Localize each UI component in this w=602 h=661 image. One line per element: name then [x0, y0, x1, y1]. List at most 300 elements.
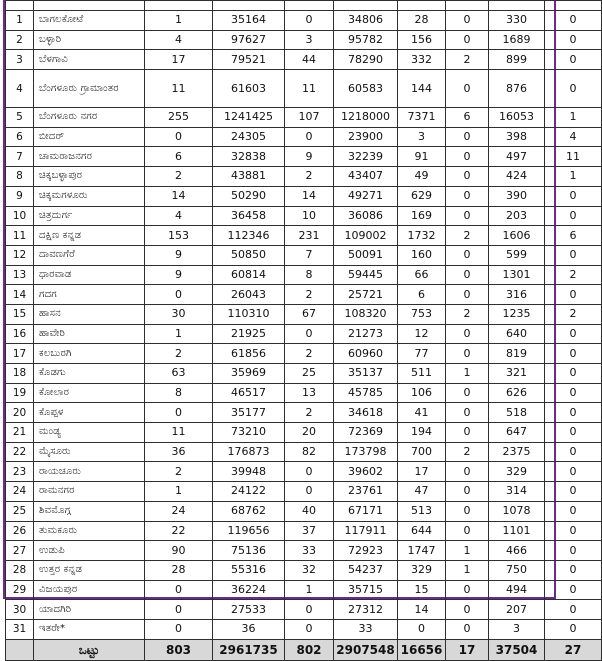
count-cell-c3: 33	[285, 541, 334, 561]
count-cell-c4: 59445	[334, 265, 398, 285]
table-row	[6, 108, 602, 128]
total-c3: 802	[285, 639, 334, 660]
count-cell-c5: 14	[398, 600, 446, 620]
count-cell-c6: 1	[446, 560, 489, 580]
header-cell	[446, 1, 489, 11]
count-cell-c4: 173798	[334, 442, 398, 462]
district-name-cell: ದಕ್ಷಿಣ ಕನ್ನಡ	[34, 226, 145, 246]
count-cell-c4: 60583	[334, 70, 398, 108]
count-cell-c3: 0	[285, 127, 334, 147]
count-cell-c8: 0	[545, 206, 602, 226]
count-cell-c7: 314	[489, 482, 545, 502]
count-cell-c5: 0	[398, 619, 446, 639]
count-cell-c1: 36	[145, 442, 213, 462]
count-cell-c5: 1732	[398, 226, 446, 246]
district-name-cell: ಚಿಕ್ಕಬಳ್ಳಾಪುರ	[34, 167, 145, 187]
count-cell-c8: 6	[545, 226, 602, 246]
count-cell-c8: 0	[545, 30, 602, 50]
count-cell-c4: 67171	[334, 501, 398, 521]
district-name-cell: ಚಿತ್ರದುರ್ಗ	[34, 206, 145, 226]
table-row	[6, 245, 602, 265]
total-c1: 803	[145, 639, 213, 660]
count-cell-c7: 1689	[489, 30, 545, 50]
count-cell-c3: 0	[285, 600, 334, 620]
count-cell-c3: 1	[285, 580, 334, 600]
count-cell-c2: 73210	[213, 423, 285, 443]
district-name-cell: ಬೆಳಗಾವಿ	[34, 50, 145, 70]
serial-number-cell: 29	[6, 580, 34, 600]
count-cell-c5: 160	[398, 245, 446, 265]
count-cell-c7: 390	[489, 186, 545, 206]
count-cell-c5: 7371	[398, 108, 446, 128]
count-cell-c4: 23761	[334, 482, 398, 502]
count-cell-c4: 25721	[334, 285, 398, 305]
count-cell-c7: 424	[489, 167, 545, 187]
count-cell-c1: 255	[145, 108, 213, 128]
count-cell-c6: 1	[446, 541, 489, 561]
count-cell-c3: 231	[285, 226, 334, 246]
count-cell-c7: 316	[489, 285, 545, 305]
count-cell-c6: 1	[446, 364, 489, 384]
count-cell-c3: 8	[285, 265, 334, 285]
count-cell-c7: 1301	[489, 265, 545, 285]
count-cell-c1: 2	[145, 344, 213, 364]
table-row	[6, 11, 602, 31]
count-cell-c1: 0	[145, 600, 213, 620]
count-cell-c1: 17	[145, 50, 213, 70]
count-cell-c6: 0	[446, 403, 489, 423]
count-cell-c8: 0	[545, 462, 602, 482]
count-cell-c6: 0	[446, 423, 489, 443]
district-name-cell: ತುಮಕೂರು	[34, 521, 145, 541]
count-cell-c1: 90	[145, 541, 213, 561]
count-cell-c2: 36224	[213, 580, 285, 600]
serial-number-cell: 18	[6, 364, 34, 384]
table-row	[6, 70, 602, 108]
count-cell-c6: 0	[446, 482, 489, 502]
table-row	[6, 383, 602, 403]
count-cell-c8: 0	[545, 580, 602, 600]
count-cell-c4: 108320	[334, 304, 398, 324]
serial-number-cell: 27	[6, 541, 34, 561]
count-cell-c8: 0	[545, 423, 602, 443]
count-cell-c2: 61603	[213, 70, 285, 108]
serial-number-cell: 3	[6, 50, 34, 70]
serial-number-cell: 21	[6, 423, 34, 443]
count-cell-c1: 0	[145, 403, 213, 423]
count-cell-c2: 21925	[213, 324, 285, 344]
count-cell-c5: 194	[398, 423, 446, 443]
serial-number-cell: 26	[6, 521, 34, 541]
district-name-cell: ಉತ್ತರ ಕನ್ನಡ	[34, 560, 145, 580]
count-cell-c6: 0	[446, 521, 489, 541]
count-cell-c7: 398	[489, 127, 545, 147]
count-cell-c1: 6	[145, 147, 213, 167]
count-cell-c4: 49271	[334, 186, 398, 206]
count-cell-c5: 15	[398, 580, 446, 600]
table-row	[6, 30, 602, 50]
count-cell-c8: 0	[545, 186, 602, 206]
count-cell-c5: 17	[398, 462, 446, 482]
count-cell-c2: 26043	[213, 285, 285, 305]
table-row	[6, 324, 602, 344]
count-cell-c5: 700	[398, 442, 446, 462]
count-cell-c1: 0	[145, 127, 213, 147]
count-cell-c4: 72923	[334, 541, 398, 561]
count-cell-c4: 34618	[334, 403, 398, 423]
count-cell-c1: 11	[145, 70, 213, 108]
table-row	[6, 344, 602, 364]
count-cell-c3: 2	[285, 285, 334, 305]
count-cell-c6: 0	[446, 30, 489, 50]
district-name-cell: ಇತರೇ*	[34, 619, 145, 639]
count-cell-c5: 41	[398, 403, 446, 423]
count-cell-c2: 36458	[213, 206, 285, 226]
count-cell-c2: 112346	[213, 226, 285, 246]
count-cell-c3: 37	[285, 521, 334, 541]
count-cell-c6: 2	[446, 304, 489, 324]
count-cell-c6: 0	[446, 127, 489, 147]
serial-number-cell: 16	[6, 324, 34, 344]
count-cell-c1: 9	[145, 265, 213, 285]
count-cell-c3: 0	[285, 11, 334, 31]
serial-number-cell: 24	[6, 482, 34, 502]
count-cell-c7: 876	[489, 70, 545, 108]
count-cell-c6: 0	[446, 70, 489, 108]
district-name-cell: ಹಾಸನ	[34, 304, 145, 324]
count-cell-c5: 77	[398, 344, 446, 364]
count-cell-c4: 45785	[334, 383, 398, 403]
count-cell-c1: 0	[145, 580, 213, 600]
district-name-cell: ವಿಜಯಪುರ	[34, 580, 145, 600]
count-cell-c1: 1	[145, 324, 213, 344]
cropped-header-row	[6, 1, 602, 11]
count-cell-c3: 14	[285, 186, 334, 206]
count-cell-c3: 10	[285, 206, 334, 226]
count-cell-c6: 2	[446, 226, 489, 246]
table-row	[6, 50, 602, 70]
serial-number-cell: 22	[6, 442, 34, 462]
count-cell-c1: 22	[145, 521, 213, 541]
count-cell-c8: 0	[545, 245, 602, 265]
count-cell-c1: 28	[145, 560, 213, 580]
table-row	[6, 619, 602, 639]
count-cell-c8: 0	[545, 501, 602, 521]
district-name-cell: ಶಿವಮೊಗ್ಗ	[34, 501, 145, 521]
total-label: ಒಟ್ಟು	[34, 639, 145, 660]
count-cell-c6: 0	[446, 265, 489, 285]
count-cell-c2: 32838	[213, 147, 285, 167]
count-cell-c7: 899	[489, 50, 545, 70]
count-cell-c3: 67	[285, 304, 334, 324]
count-cell-c1: 153	[145, 226, 213, 246]
serial-number-cell: 25	[6, 501, 34, 521]
count-cell-c3: 20	[285, 423, 334, 443]
count-cell-c6: 0	[446, 324, 489, 344]
count-cell-c4: 1218000	[334, 108, 398, 128]
count-cell-c4: 50091	[334, 245, 398, 265]
count-cell-c2: 35969	[213, 364, 285, 384]
count-cell-c7: 599	[489, 245, 545, 265]
header-cell	[145, 1, 213, 11]
count-cell-c6: 0	[446, 285, 489, 305]
count-cell-c2: 79521	[213, 50, 285, 70]
count-cell-c7: 329	[489, 462, 545, 482]
count-cell-c5: 12	[398, 324, 446, 344]
count-cell-c2: 176873	[213, 442, 285, 462]
count-cell-c4: 43407	[334, 167, 398, 187]
table-row	[6, 364, 602, 384]
count-cell-c7: 1078	[489, 501, 545, 521]
count-cell-c5: 511	[398, 364, 446, 384]
count-cell-c4: 78290	[334, 50, 398, 70]
count-cell-c6: 0	[446, 501, 489, 521]
count-cell-c1: 1	[145, 11, 213, 31]
count-cell-c5: 3	[398, 127, 446, 147]
count-cell-c8: 0	[545, 541, 602, 561]
count-cell-c5: 144	[398, 70, 446, 108]
count-cell-c3: 9	[285, 147, 334, 167]
count-cell-c8: 2	[545, 265, 602, 285]
serial-number-cell: 15	[6, 304, 34, 324]
count-cell-c1: 0	[145, 285, 213, 305]
count-cell-c1: 11	[145, 423, 213, 443]
serial-number-cell: 11	[6, 226, 34, 246]
count-cell-c8: 0	[545, 383, 602, 403]
count-cell-c4: 35715	[334, 580, 398, 600]
count-cell-c1: 4	[145, 30, 213, 50]
count-cell-c8: 0	[545, 560, 602, 580]
district-name-cell: ದಾವಣಗೆರೆ	[34, 245, 145, 265]
serial-number-cell: 5	[6, 108, 34, 128]
count-cell-c6: 0	[446, 186, 489, 206]
count-cell-c4: 39602	[334, 462, 398, 482]
table-body	[6, 1, 602, 640]
count-cell-c2: 39948	[213, 462, 285, 482]
count-cell-c2: 24122	[213, 482, 285, 502]
count-cell-c1: 2	[145, 462, 213, 482]
serial-number-cell: 4	[6, 70, 34, 108]
table-row	[6, 403, 602, 423]
count-cell-c4: 32239	[334, 147, 398, 167]
count-cell-c8: 1	[545, 108, 602, 128]
count-cell-c1: 4	[145, 206, 213, 226]
count-cell-c3: 7	[285, 245, 334, 265]
count-cell-c4: 109002	[334, 226, 398, 246]
count-cell-c1: 9	[145, 245, 213, 265]
count-cell-c3: 2	[285, 344, 334, 364]
count-cell-c3: 0	[285, 324, 334, 344]
serial-number-cell: 2	[6, 30, 34, 50]
serial-number-cell: 6	[6, 127, 34, 147]
count-cell-c2: 24305	[213, 127, 285, 147]
count-cell-c4: 60960	[334, 344, 398, 364]
district-name-cell: ರಾಮನಗರ	[34, 482, 145, 502]
count-cell-c7: 16053	[489, 108, 545, 128]
district-covid-table	[5, 0, 602, 661]
count-cell-c8: 0	[545, 403, 602, 423]
count-cell-c7: 1235	[489, 304, 545, 324]
table-row	[6, 560, 602, 580]
table-row	[6, 501, 602, 521]
count-cell-c4: 117911	[334, 521, 398, 541]
table-row	[6, 442, 602, 462]
serial-number-cell: 19	[6, 383, 34, 403]
count-cell-c4: 54237	[334, 560, 398, 580]
count-cell-c8: 0	[545, 521, 602, 541]
count-cell-c8: 0	[545, 70, 602, 108]
serial-number-cell: 13	[6, 265, 34, 285]
count-cell-c6: 2	[446, 50, 489, 70]
serial-number-cell: 17	[6, 344, 34, 364]
count-cell-c2: 43881	[213, 167, 285, 187]
district-name-cell: ಯಾದಗಿರಿ	[34, 600, 145, 620]
header-cell	[334, 1, 398, 11]
count-cell-c2: 35164	[213, 11, 285, 31]
count-cell-c5: 513	[398, 501, 446, 521]
district-name-cell: ಬೆಂಗಳೂರು ಗ್ರಾಮಾಂತರ	[34, 70, 145, 108]
header-cell	[34, 1, 145, 11]
district-name-cell: ಕೊಪ್ಪಳ	[34, 403, 145, 423]
count-cell-c2: 35177	[213, 403, 285, 423]
district-name-cell: ಬೆಂಗಳೂರು ನಗರ	[34, 108, 145, 128]
table-row	[6, 167, 602, 187]
district-name-cell: ಕಲಬುರಗಿ	[34, 344, 145, 364]
table-row	[6, 147, 602, 167]
count-cell-c8: 0	[545, 442, 602, 462]
serial-number-cell: 9	[6, 186, 34, 206]
count-cell-c5: 106	[398, 383, 446, 403]
count-cell-c3: 13	[285, 383, 334, 403]
count-cell-c8: 0	[545, 482, 602, 502]
count-cell-c3: 82	[285, 442, 334, 462]
count-cell-c2: 97627	[213, 30, 285, 50]
table-row	[6, 580, 602, 600]
total-c4: 2907548	[334, 639, 398, 660]
count-cell-c5: 28	[398, 11, 446, 31]
count-cell-c2: 68762	[213, 501, 285, 521]
count-cell-c8: 0	[545, 11, 602, 31]
count-cell-c8: 1	[545, 167, 602, 187]
count-cell-c1: 30	[145, 304, 213, 324]
total-row	[6, 639, 602, 660]
count-cell-c7: 1101	[489, 521, 545, 541]
count-cell-c6: 0	[446, 167, 489, 187]
count-cell-c5: 66	[398, 265, 446, 285]
table-row	[6, 186, 602, 206]
count-cell-c6: 2	[446, 442, 489, 462]
header-cell	[489, 1, 545, 11]
header-cell	[6, 1, 34, 11]
count-cell-c2: 50850	[213, 245, 285, 265]
count-cell-c7: 203	[489, 206, 545, 226]
district-covid-table-container	[5, 0, 582, 661]
count-cell-c7: 1606	[489, 226, 545, 246]
count-cell-c1: 14	[145, 186, 213, 206]
table-row	[6, 206, 602, 226]
count-cell-c7: 466	[489, 541, 545, 561]
count-cell-c6: 0	[446, 344, 489, 364]
table-row	[6, 600, 602, 620]
serial-number-cell: 31	[6, 619, 34, 639]
table-row	[6, 265, 602, 285]
count-cell-c4: 27312	[334, 600, 398, 620]
header-cell	[398, 1, 446, 11]
count-cell-c4: 95782	[334, 30, 398, 50]
district-name-cell: ಬಳ್ಳಾರಿ	[34, 30, 145, 50]
count-cell-c6: 0	[446, 462, 489, 482]
serial-number-cell: 28	[6, 560, 34, 580]
count-cell-c3: 44	[285, 50, 334, 70]
count-cell-c6: 0	[446, 245, 489, 265]
count-cell-c6: 0	[446, 619, 489, 639]
count-cell-c6: 0	[446, 147, 489, 167]
count-cell-c5: 6	[398, 285, 446, 305]
total-sn-cell	[6, 639, 34, 660]
count-cell-c4: 34806	[334, 11, 398, 31]
serial-number-cell: 1	[6, 11, 34, 31]
count-cell-c2: 55316	[213, 560, 285, 580]
count-cell-c2: 61856	[213, 344, 285, 364]
count-cell-c1: 63	[145, 364, 213, 384]
count-cell-c2: 75136	[213, 541, 285, 561]
count-cell-c5: 329	[398, 560, 446, 580]
count-cell-c3: 0	[285, 619, 334, 639]
count-cell-c5: 1747	[398, 541, 446, 561]
district-name-cell: ಉಡುಪಿ	[34, 541, 145, 561]
count-cell-c4: 21273	[334, 324, 398, 344]
count-cell-c8: 0	[545, 344, 602, 364]
header-cell	[285, 1, 334, 11]
count-cell-c6: 0	[446, 580, 489, 600]
count-cell-c8: 0	[545, 285, 602, 305]
count-cell-c7: 494	[489, 580, 545, 600]
count-cell-c3: 32	[285, 560, 334, 580]
count-cell-c5: 169	[398, 206, 446, 226]
count-cell-c3: 2	[285, 403, 334, 423]
district-name-cell: ಚಿಕ್ಕಮಗಳೂರು	[34, 186, 145, 206]
count-cell-c7: 819	[489, 344, 545, 364]
count-cell-c3: 11	[285, 70, 334, 108]
count-cell-c4: 35137	[334, 364, 398, 384]
district-name-cell: ರಾಯಚೂರು	[34, 462, 145, 482]
table-row	[6, 127, 602, 147]
count-cell-c2: 46517	[213, 383, 285, 403]
count-cell-c4: 72369	[334, 423, 398, 443]
count-cell-c3: 0	[285, 462, 334, 482]
table-row	[6, 226, 602, 246]
district-name-cell: ಕೋಲಾರ	[34, 383, 145, 403]
count-cell-c4: 23900	[334, 127, 398, 147]
count-cell-c5: 49	[398, 167, 446, 187]
count-cell-c3: 25	[285, 364, 334, 384]
count-cell-c7: 3	[489, 619, 545, 639]
district-name-cell: ಹಾವೇರಿ	[34, 324, 145, 344]
count-cell-c3: 2	[285, 167, 334, 187]
count-cell-c5: 47	[398, 482, 446, 502]
district-name-cell: ಕೊಡಗು	[34, 364, 145, 384]
count-cell-c8: 0	[545, 324, 602, 344]
count-cell-c8: 2	[545, 304, 602, 324]
serial-number-cell: 10	[6, 206, 34, 226]
count-cell-c4: 33	[334, 619, 398, 639]
count-cell-c2: 27533	[213, 600, 285, 620]
count-cell-c2: 119656	[213, 521, 285, 541]
total-c8: 27	[545, 639, 602, 660]
count-cell-c5: 332	[398, 50, 446, 70]
table-row	[6, 482, 602, 502]
count-cell-c5: 156	[398, 30, 446, 50]
